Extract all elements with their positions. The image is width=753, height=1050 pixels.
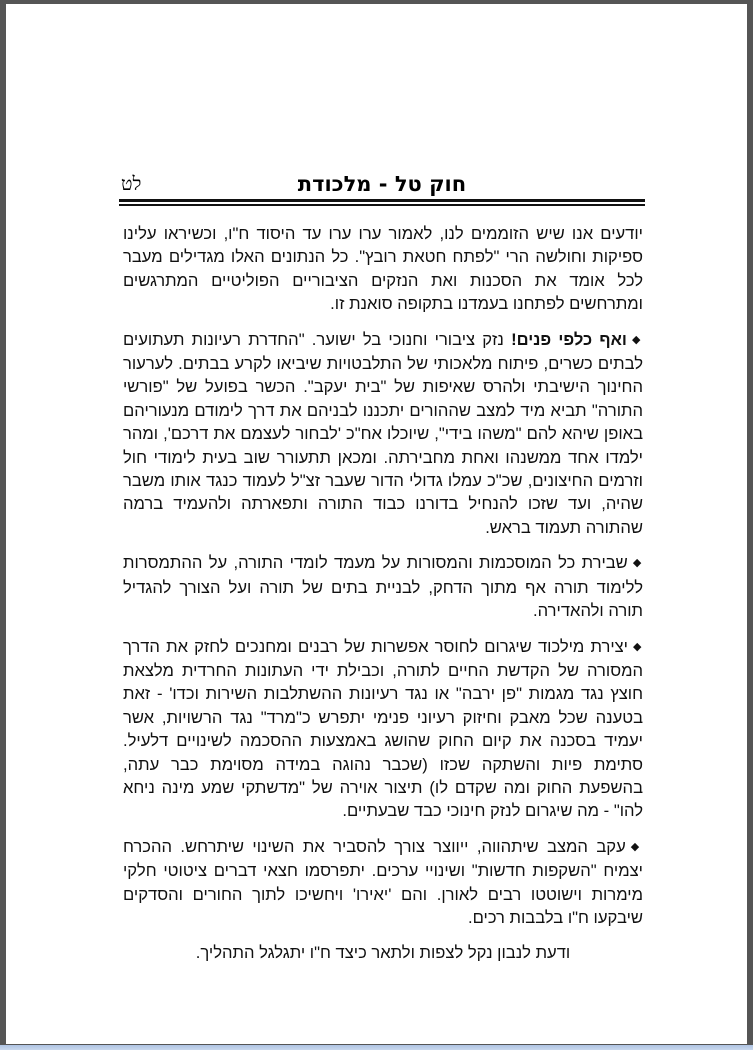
body-text xyxy=(123,222,643,965)
diamond-bullet-icon: ◆ xyxy=(631,333,643,346)
closing-line: ודעת לנבון נקל לצפות ולתאר כיצד ח"ו יתגלגל התהליך. xyxy=(195,943,571,963)
paragraph-lead: ואף כלפי פנים! xyxy=(511,329,627,349)
taskbar-strip xyxy=(0,1045,753,1050)
paragraph-text: עקב המצב שיתהווה, ייווצר צורך להסביר את השינוי שיתרחש. ההכרח יצמיח "השקפות חדשות" ושינויי ערכים. יתפרסמו חצאי דברים ציטוטי חלקי מימרות וישוטטו רבים לאורן. והם 'יאירו' ויחשיכו לתוך החורים והסדקים שיבקעו ח"ו בלבבות רכים. xyxy=(123,836,643,927)
document-page xyxy=(6,4,747,1044)
diamond-bullet-icon: ◆ xyxy=(630,840,643,853)
running-header xyxy=(119,164,645,204)
paragraph-5 xyxy=(123,835,643,930)
diamond-bullet-icon: ◆ xyxy=(632,557,643,570)
header-double-rule xyxy=(119,199,645,206)
page-number: לט xyxy=(121,173,142,195)
diamond-bullet-icon: ◆ xyxy=(632,640,643,653)
rule-thick-line xyxy=(119,199,645,202)
paragraph-1 xyxy=(123,222,643,316)
paragraph-text: יצירת מילכוד שיגרום לחוסר אפשרות של רבנים ומחנכים לחזק את הדרך המסורה של הקדשת החיים לתורה, וכבילת ידי העתונות החרדית מלצאת חוצץ נגד מגמות "פן ירבה" או נגד רעיונות ההשתלבות השירות וכדו' - זאת בטענה שכל מאבק וחיזוק רעיוני פנימי יתפרש כ"מרד" נגד הרשויות, אשר יעמיד בסכנה את קיום החוק שהושג באמצעות ההסכמה לשינויים דלעיל. סתימת פיות והשתקה שכזו (שכבר נהוגה במידה מסוימת כבר עתה, בהשפעת החוק ומה שקדם לו) תיצור אוירה של "מדשתקי שמע מינה ניחא להו" - מה שיגרום לנזק חינוכי כבד שבעתיים. xyxy=(123,636,643,821)
paragraph-2 xyxy=(123,328,643,540)
rule-thin-line xyxy=(119,204,645,206)
header-title: חוק טל - מלכודת xyxy=(297,172,467,196)
paragraph-text: שבירת כל המוסכמות והמסורות על מעמד לומדי התורה, על ההתמסרות ללימוד תורה אף מתוך הדחק, לבניית בתים של תורה ועל הצורך להגדיל תורה ולהאדירה. xyxy=(123,553,643,621)
paragraph-4 xyxy=(123,635,643,823)
paragraph-3 xyxy=(123,551,643,622)
paragraph-text: נזק ציבורי וחנוכי בל ישוער. "החדרת רעיונות תעתועים לבתים כשרים, פיתוח מלאכותי של התלבטויות שיביאו לקרע בבתים. לערעור החינוך הישיבתי ולהרס שאיפות של "בית יעקב". הכשר בפועל של "פורשי התורה" תביא מיד למצב שההורים יתכננו לבניהם את דרך לימודם מנעוריהם באופן שיהא להם "משהו בידי", שיוכלו אח"כ 'לבחור לעצמם את דרכם', ומהר ילמדו אחד ממשנהו ואחת מחבירתה. ומכאן תתעורר שוב בעית לימודי חול וזרמים החיצונים, שכ"כ עמלו גדולי הדור שעבר זצ"ל לעמוד כנגד אותו משבר שהיה, ועד שזכו להנחיל בדורנו כבוד התורה ותפארתה ולהעמיד ברמה שהתורה תעמוד בראש. xyxy=(123,329,643,537)
paragraph-text: יודעים אנו שיש הזוממים לנו, לאמור ערו ערו עד היסוד ח"ו, וכשיראו עלינו ספיקות וחולשה הרי "לפתח חטאת רובץ". כל הנתונים האלו מגדילים מעבר לכל אומד את הסכנות ואת הנזקים הציבוריים הפוליטיים המתרגשים ומתרחשים לפתחנו בעמדנו בתקופה סואנת זו. xyxy=(123,224,643,314)
